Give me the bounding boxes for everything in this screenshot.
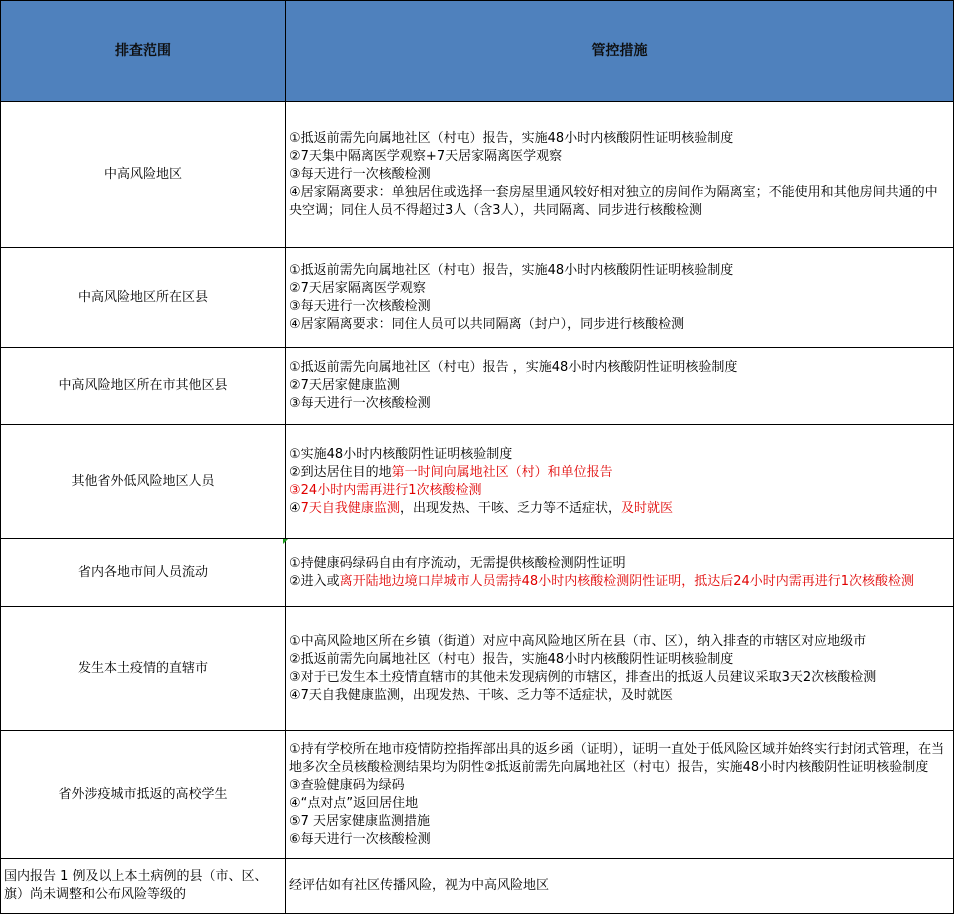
measures-cell <box>286 539 954 607</box>
measure-text: ②7天集中隔离医学观察+7天居家隔离医学观察 <box>289 148 563 164</box>
highlighted-text: 离开陆地边境口岸城市人员需持48小时内核酸检测阴性证明，抵达后24小时内需再进行1次核酸检测 <box>339 573 915 589</box>
measure-line <box>289 669 950 687</box>
measures-cell <box>286 425 954 539</box>
measure-text: ①中高风险地区所在乡镇（街道）对应中高风险地区所在县（市、区），纳入排查的市辖区对应地级市 <box>289 633 867 649</box>
measure-text: ①抵返前需先向属地社区（村屯）报告，实施48小时内核酸阴性证明核验制度 <box>289 130 734 146</box>
measures-cell <box>286 607 954 731</box>
measure-line <box>289 446 950 464</box>
measures-cell <box>286 731 954 859</box>
measure-text: ④居家隔离要求：单独居住或选择一套房屋里通风较好相对独立的房间作为隔离室；不能使用和其他房间共通的中央空调；同住人员不得超过3人（含3人），共同隔离、同步进行核酸检测 <box>289 184 938 218</box>
measure-line <box>289 464 950 482</box>
measure-line <box>289 316 950 334</box>
measure-text: ③每天进行一次核酸检测 <box>289 298 431 314</box>
measure-line <box>289 813 950 831</box>
measure-line <box>289 651 950 669</box>
measure-line <box>289 359 950 377</box>
measure-text: ④居家隔离要求：同住人员可以共同隔离（封户），同步进行核酸检测 <box>289 316 685 332</box>
header-scope: 排查范围 <box>1 1 286 102</box>
measure-text: ⑤7 天居家健康监测措施 <box>289 813 431 829</box>
table-header-row <box>1 1 954 102</box>
measure-line <box>289 633 950 651</box>
scope-cell: 中高风险地区所在区县 <box>1 248 286 348</box>
highlighted-text: 第一时间向属地社区（村）和单位报告 <box>391 464 613 480</box>
table-row <box>1 859 954 914</box>
table-row <box>1 248 954 348</box>
measure-text: ①抵返前需先向属地社区（村屯）报告，实施48小时内核酸阴性证明核验制度 <box>289 262 734 278</box>
measure-text: ②到达居住目的地 <box>289 464 392 480</box>
measure-text: ②7天居家隔离医学观察 <box>289 280 426 296</box>
measure-text: ②7天居家健康监测 <box>289 378 400 393</box>
measure-text: ③查验健康码为绿码 <box>289 777 405 793</box>
measure-line <box>289 555 950 573</box>
measure-line <box>289 741 950 777</box>
scope-cell: 其他省外低风险地区人员 <box>1 425 286 539</box>
measure-line <box>289 831 950 849</box>
scope-cell: 国内报告 1 例及以上本土病例的县（市、区、旗）尚未调整和公布风险等级的 <box>1 859 286 914</box>
measure-text: ②进入或 <box>289 573 340 589</box>
measure-text: ①持有学校所在地市疫情防控指挥部出具的返乡函（证明），证明一直处于低风险区域并始终实行封闭式管理，在当地多次全员核酸检测结果均为阴性②抵返前需先向属地社区（村屯）报告，实施48小时内核酸阴性证明核验制度 <box>289 741 945 775</box>
measure-line <box>289 262 950 280</box>
table-row <box>1 102 954 248</box>
measure-line <box>289 130 950 148</box>
measure-line <box>289 377 950 395</box>
measure-text: ③每天进行一次核酸检测 <box>289 396 431 411</box>
measure-line <box>289 184 950 220</box>
measure-line <box>289 298 950 316</box>
table-row <box>1 731 954 859</box>
scope-cell: 发生本土疫情的直辖市 <box>1 607 286 731</box>
measure-line <box>289 573 950 591</box>
scope-cell: 中高风险地区 <box>1 102 286 248</box>
table-row <box>1 348 954 425</box>
measure-text: ，出现发热、干咳、乏力等不适症状， <box>399 500 621 516</box>
measure-line <box>289 687 950 705</box>
highlighted-text: ③24小时内需再进行1次核酸检测 <box>289 482 482 498</box>
measures-cell <box>286 859 954 914</box>
table-row <box>1 425 954 539</box>
header-measures: 管控措施 <box>286 1 954 102</box>
measure-line <box>289 148 950 166</box>
scope-cell: 省外涉疫城市抵返的高校学生 <box>1 731 286 859</box>
table-row <box>1 607 954 731</box>
table-row <box>1 539 954 607</box>
measures-cell <box>286 248 954 348</box>
measure-line <box>289 395 950 413</box>
highlighted-text: 及时就医 <box>620 500 673 516</box>
measure-text: 经评估如有社区传播风险，视为中高风险地区 <box>289 878 550 893</box>
measures-cell <box>286 348 954 425</box>
measure-line <box>289 280 950 298</box>
measure-text: ④ <box>289 500 301 516</box>
highlighted-text: 7天自我健康监测 <box>300 500 400 516</box>
measure-line <box>289 795 950 813</box>
measure-text: ⑥每天进行一次核酸检测 <box>289 831 431 847</box>
measure-text: ①抵返前需先向属地社区（村屯）报告 ，实施48小时内核酸阴性证明核验制度 <box>289 360 738 375</box>
scope-cell: 省内各地市间人员流动 <box>1 539 286 607</box>
table-body <box>1 102 954 914</box>
measure-line <box>289 777 950 795</box>
measure-text: ④7天自我健康监测，出现发热、干咳、乏力等不适症状，及时就医 <box>289 687 673 703</box>
measure-line <box>289 482 950 500</box>
measure-line <box>289 500 950 518</box>
measure-text: ④“点对点”返回居住地 <box>289 795 419 811</box>
measure-text: ③每天进行一次核酸检测 <box>289 166 431 182</box>
measures-cell <box>286 102 954 248</box>
measure-text: ②抵返前需先向属地社区（村屯）报告，实施48小时内核酸阴性证明核验制度 <box>289 651 734 667</box>
scope-cell: 中高风险地区所在市其他区县 <box>1 348 286 425</box>
measure-text: ①实施48小时内核酸阴性证明核验制度 <box>289 446 513 462</box>
measure-line <box>289 166 950 184</box>
measure-text: ①持健康码绿码自由有序流动，无需提供核酸检测阴性证明 <box>289 555 626 571</box>
measure-line <box>289 877 950 895</box>
measure-text: ③对于已发生本土疫情直辖市的其他未发现病例的市辖区，排查出的抵返人员建议采取3天2次核酸检测 <box>289 669 877 685</box>
